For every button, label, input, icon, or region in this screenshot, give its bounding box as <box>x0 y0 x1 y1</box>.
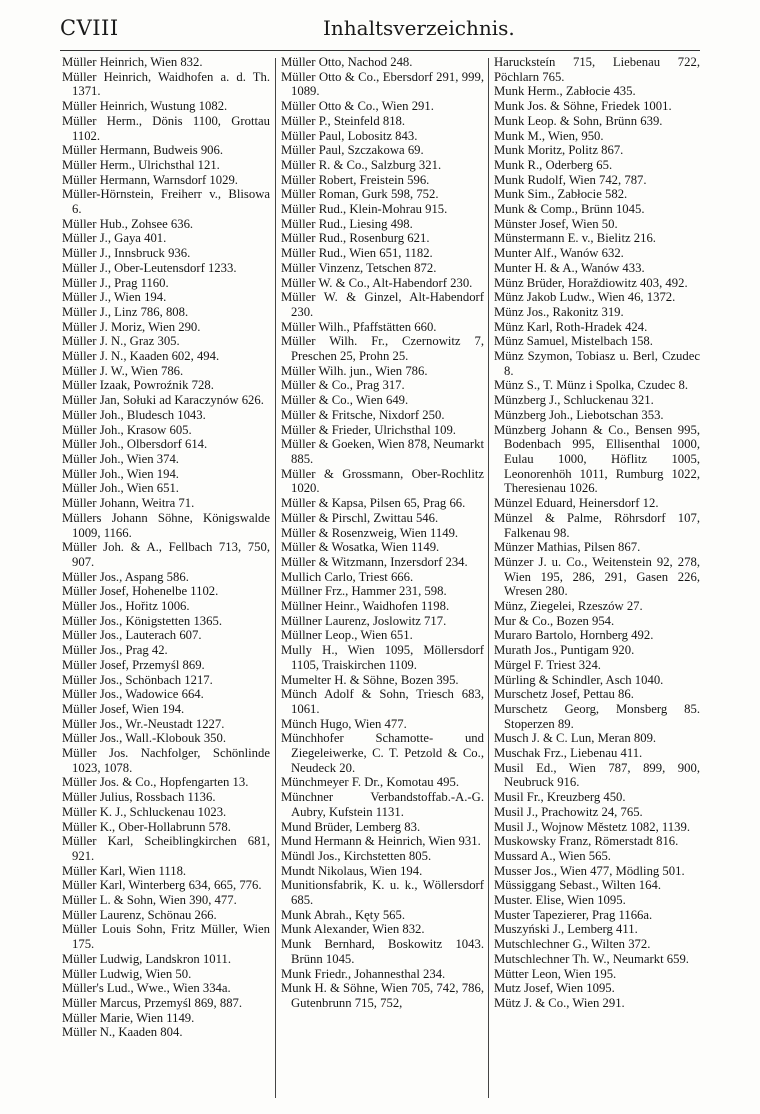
index-entry: Müller Karl, Winterberg 634, 665, 776. <box>62 878 262 893</box>
index-entry: Muschak Frz., Liebenau 411. <box>494 746 643 761</box>
index-entry: Musil J., Wojnow Městetz 1082, 1139. <box>494 819 690 834</box>
index-entry: Müller Izaak, Powroźnik 728. <box>62 378 214 393</box>
index-entry: Munk Abrah., Kęty 565. <box>281 907 406 922</box>
index-entry: Müller Jos., Königstetten 1365. <box>62 613 222 628</box>
index-entry: Müller Paul, Lobositz 843. <box>281 128 418 143</box>
index-entry: Mussard A., Wien 565. <box>494 848 611 863</box>
index-entry: Munk R., Oderberg 65. <box>494 157 613 172</box>
index-entry: Münz S., T. Münz i Spolka, Czudec 8. <box>494 378 689 393</box>
index-entry: Müller Karl, Scheiblingkirchen 681, 921. <box>62 834 270 863</box>
index-entry: Munk Friedr., Johannesthal 234. <box>281 966 446 981</box>
index-entry: Musch J. & C. Lun, Meran 809. <box>494 731 657 746</box>
index-entry: Müller Rud., Liesing 498. <box>281 216 413 231</box>
index-entry: Murschetz Josef, Pettau 86. <box>494 687 634 702</box>
index-entry: Münchmeyer F. Dr., Komotau 495. <box>281 775 459 790</box>
index-entry: Mundt Nikolaus, Wien 194. <box>281 863 423 878</box>
index-entry: Müller & Frieder, Ulrichsthal 109. <box>281 422 456 437</box>
index-entry: Müller Josef, Wien 194. <box>62 701 185 716</box>
index-entry: Müller Heinrich, Wien 832. <box>62 55 203 69</box>
index-entry: Musser Jos., Wien 477, Mödling 501. <box>494 863 685 878</box>
index-entry: Müller Roman, Gurk 598, 752. <box>281 187 439 202</box>
index-entry: Müller Jos., Schönbach 1217. <box>62 672 213 687</box>
index-entry: Müller Joh. & A., Fellbach 713, 750, 907. <box>62 540 270 569</box>
index-entry: Münzberg Johann & Co., Bensen 995, Bodenbach 995, Ellisenthal 1000, Eulau 1000, Höflitz 1005, Leonorenhöh 1011, Rumburg 1022, Theresienau 1026. <box>494 422 700 496</box>
index-entry: Munk Alexander, Wien 832. <box>281 922 425 937</box>
index-entry: Müller J., Innsbruck 936. <box>62 246 191 261</box>
index-entry: Münz Jos., Rakonitz 319. <box>494 304 624 319</box>
index-entry: Müller Louis Sohn, Fritz Müller, Wien 175. <box>62 922 270 952</box>
index-entry: Müller-Hörnstein, Freiherr v., Blisowa 6. <box>62 187 270 217</box>
index-entry: Müller Karl, Wien 1118. <box>62 863 187 878</box>
index-entry: Müller Rud., Rosenburg 621. <box>281 231 430 246</box>
index-entry: Müller Hub., Zohsee 636. <box>62 216 194 231</box>
index-entry: Müller J. W., Wien 786. <box>62 363 184 378</box>
index-entry: Müller Jos. Nachfolger, Schönlinde 1023, 1078. <box>62 746 270 775</box>
index-entry: Münz Szymon, Tobiasz u. Berl, Czudec 8. <box>494 349 700 378</box>
index-entry: Münch Hugo, Wien 477. <box>281 716 407 731</box>
index-entry: Munk Moritz, Politz 867. <box>494 143 624 158</box>
index-entry: Müller J., Gaya 401. <box>62 231 167 246</box>
index-entry: Müller Laurenz, Schönau 266. <box>62 907 217 922</box>
index-entry: Müller Jos. & Co., Hopfengarten 13. <box>62 775 249 790</box>
index-entry: Musil Fr., Kreuzberg 450. <box>494 790 626 805</box>
index-entry: Münchhofer Schamotte- und Ziegeleiwerke, C. T. Petzold & Co., Neudeck 20. <box>281 731 484 775</box>
index-entry: Muster Tapezierer, Prag 1166a. <box>494 907 653 922</box>
index-entry: Müller Rud., Wien 651, 1182. <box>281 246 433 261</box>
index-entry: Müller Vinzenz, Tetschen 872. <box>281 260 437 275</box>
index-entry: Müller Otto & Co., Ebersdorf 291, 999, 1089. <box>281 69 484 99</box>
index-entry: Müller Hermann, Budweis 906. <box>62 143 224 158</box>
index-entry: Münchner Verbandstoffab.-A.-G. Aubry, Kufstein 1131. <box>281 790 484 819</box>
index-entry: Müllers Johann Söhne, Königswalde 1009, 1166. <box>62 510 270 540</box>
index-entry: Müller Wilh. Fr., Czernowitz 7, Preschen 25, Prohn 25. <box>281 334 484 364</box>
index-entry: Müller Joh., Wien 374. <box>62 451 179 466</box>
index-entry: Müller J. Moriz, Wien 290. <box>62 319 201 334</box>
index-entry: Müller Ludwig, Landskron 1011. <box>62 951 232 966</box>
index-entry: Müller Robert, Freistein 596. <box>281 172 430 187</box>
index-entry: Müller Rud., Klein-Mohrau 915. <box>281 202 448 217</box>
column-divider <box>488 58 489 1098</box>
index-entry: Muskowsky Franz, Römerstadt 816. <box>494 834 679 849</box>
index-entry: Müller & Co., Prag 317. <box>281 378 405 393</box>
index-entry: Mürling & Schindler, Asch 1040. <box>494 672 664 687</box>
index-entry: Müllner Frz., Hammer 231, 598. <box>281 584 447 599</box>
index-entry: Müller Joh., Wien 194. <box>62 466 179 481</box>
index-entry: Müller Otto & Co., Wien 291. <box>281 99 434 114</box>
index-entry: Müller Herm., Ulrichsthal 121. <box>62 157 220 172</box>
index-entry: Müller K. J., Schluckenau 1023. <box>62 804 227 819</box>
index-entry: Münzer J. u. Co., Weitenstein 92, 278, Wien 195, 286, 291, Gasen 226, Wresen 280. <box>494 554 700 599</box>
index-entry: Müller Joh., Olbersdorf 614. <box>62 437 208 452</box>
index-entry: Muster. Elise, Wien 1095. <box>494 893 626 908</box>
index-entry: Murschetz Georg, Monsberg 85. Stoperzen 89. <box>494 701 700 731</box>
index-entry: Mutschlechner G., Wilten 372. <box>494 937 651 952</box>
index-entry: Müller Josef, Przemyśl 869. <box>62 657 205 672</box>
index-entry: Müller Jos., Prag 42. <box>62 643 168 658</box>
index-entry: Müller Heinrich, Wustung 1082. <box>62 99 228 114</box>
index-entry: Müller Johann, Weitra 71. <box>62 496 195 511</box>
index-entry: Müller N., Kaaden 804. <box>62 1025 183 1040</box>
index-entry: Munk Jos. & Söhne, Friedek 1001. <box>494 99 672 114</box>
index-entry: Müller & Pirschl, Zwittau 546. <box>281 510 439 525</box>
index-entry: Munk Herm., Zabłocie 435. <box>494 84 636 99</box>
index-entry: Munk & Comp., Brünn 1045. <box>494 202 645 217</box>
index-entry: Müller Jos., Wall.-Klobouk 350. <box>62 731 227 746</box>
index-column-3 <box>494 55 700 1100</box>
index-entry: Müllner Leop., Wien 651. <box>281 628 413 643</box>
index-entry: Müller R. & Co., Salzburg 321. <box>281 157 442 172</box>
index-entry: Mürgel F. Triest 324. <box>494 657 601 672</box>
index-entry: Münz Karl, Roth-Hradek 424. <box>494 319 648 334</box>
index-entry: Mumelter H. & Söhne, Bozen 395. <box>281 672 459 687</box>
index-entry: Müller & Co., Wien 649. <box>281 393 409 408</box>
index-entry: Müller Marcus, Przemyśl 869, 887. <box>62 996 243 1010</box>
index-entry: Münch Adolf & Sohn, Triesch 683, 1061. <box>281 687 484 716</box>
index-entry: Müller Otto, Nachod 248. <box>281 55 413 69</box>
index-entry: Müller & Wosatka, Wien 1149. <box>281 540 440 555</box>
index-entry: Müller Joh., Bludesch 1043. <box>62 407 206 422</box>
index-entry: Müller P., Steinfeld 818. <box>281 113 406 128</box>
index-entry: Munitionsfabrik, K. u. k., Wöllersdorf 685. <box>281 878 484 908</box>
index-entry: Müller Jos., Wadowice 664. <box>62 687 204 702</box>
index-entry: Müller J. N., Kaaden 602, 494. <box>62 349 220 364</box>
index-entry: Münzberg Joh., Liebotschan 353. <box>494 407 664 422</box>
index-entry: Harucksteín 715, Liebenau 722, Pöchlarn 765. <box>494 55 700 84</box>
index-entry: Mund Hermann & Heinrich, Wien 931. <box>281 834 481 849</box>
index-entry: Münz Samuel, Mistelbach 158. <box>494 334 653 349</box>
index-entry: Munk M., Wien, 950. <box>494 128 604 143</box>
index-entry: Mutschlechner Th. W., Neumarkt 659. <box>494 951 689 966</box>
index-entry: Munk Leop. & Sohn, Brünn 639. <box>494 113 663 128</box>
index-entry: Müller J., Linz 786, 808. <box>62 304 189 319</box>
index-entry: Müller Josef, Hohenelbe 1102. <box>62 584 219 599</box>
index-entry: Müller W. & Co., Alt-Habendorf 230. <box>281 275 473 290</box>
index-entry: Mund Brüder, Lemberg 83. <box>281 819 421 834</box>
index-entry: Müller & Fritsche, Nixdorf 250. <box>281 407 445 422</box>
index-entry: Müller Julius, Rossbach 1136. <box>62 790 216 805</box>
index-entry: Musil J., Prachowitz 24, 765. <box>494 804 643 819</box>
index-entry: Mullich Carlo, Triest 666. <box>281 569 414 584</box>
index-entry: Mutz Josef, Wien 1095. <box>494 981 615 996</box>
index-entry: Müller J., Wien 194. <box>62 290 167 305</box>
page-header <box>60 16 700 50</box>
index-entry: Muszyński J., Lemberg 411. <box>494 922 638 937</box>
index-entry: Müller Joh., Wien 651. <box>62 481 179 496</box>
index-entry: Muraro Bartolo, Hornberg 492. <box>494 628 654 643</box>
index-entry: Müller Jan, Sołuki ad Karaczynów 626. <box>62 393 264 408</box>
index-entry: Munter H. & A., Wanów 433. <box>494 260 645 275</box>
index-entry: Münzer Mathias, Pilsen 867. <box>494 540 641 555</box>
index-entry: Müller Jos., Wr.-Neustadt 1227. <box>62 716 225 731</box>
index-entry: Müller Jos., Hořitz 1006. <box>62 599 190 614</box>
index-entry: Mütter Leon, Wien 195. <box>494 966 617 981</box>
index-entry: Münz Jakob Ludw., Wien 46, 1372. <box>494 290 676 305</box>
index-entry: Müller Marie, Wien 1149. <box>62 1010 195 1025</box>
index-entry: Müller J. N., Graz 305. <box>62 334 180 349</box>
index-entry: Munter Alf., Wanów 632. <box>494 246 624 261</box>
index-entry: Munk Sim., Zabłocie 582. <box>494 187 628 202</box>
page-title: Inhaltsverzeichnis. <box>323 16 515 40</box>
index-entry: Mully H., Wien 1095, Möllersdorf 1105, Traiskirchen 1109. <box>281 643 484 672</box>
index-entry: Müller & Witzmann, Inzersdorf 234. <box>281 554 468 569</box>
index-entry: Müller & Rosenzweig, Wien 1149. <box>281 525 459 540</box>
index-entry: Murath Jos., Puntigam 920. <box>494 643 635 658</box>
index-entry: Müller & Grossmann, Ober-Rochlitz 1020. <box>281 466 484 496</box>
index-entry: Müller Jos., Aspang 586. <box>62 569 189 584</box>
index-entry: Münzberg J., Schluckenau 321. <box>494 393 654 408</box>
index-entry: Müllner Laurenz, Joslowitz 717. <box>281 613 447 628</box>
index-column-1 <box>62 55 270 1100</box>
index-entry: Mur & Co., Bozen 954. <box>494 613 615 628</box>
index-entry: Müller Herm., Dönis 1100, Grottau 1102. <box>62 113 270 143</box>
index-entry: Müller & Kapsa, Pilsen 65, Prag 66. <box>281 496 466 511</box>
index-entry: Munk Bernhard, Boskowitz 1043. Brünn 1045. <box>281 937 484 966</box>
page-number: CVIII <box>60 16 119 40</box>
index-entry: Müller & Goeken, Wien 878, Neumarkt 885. <box>281 437 484 466</box>
index-entry: Müllner Heinr., Waidhofen 1198. <box>281 599 450 614</box>
index-entry: Müller Jos., Lauterach 607. <box>62 628 202 643</box>
header-rule <box>60 50 700 51</box>
index-entry: Müller Hermann, Warnsdorf 1029. <box>62 172 238 187</box>
index-entry: Mütz J. & Co., Wien 291. <box>494 996 625 1010</box>
index-entry: Münstermann E. v., Bielitz 216. <box>494 231 656 246</box>
index-entry: Müller J., Ober-Leutensdorf 1233. <box>62 260 237 275</box>
index-entry: Münzel & Palme, Röhrsdorf 107, Falkenau 98. <box>494 510 700 540</box>
index-column-2 <box>281 55 484 1100</box>
index-entry: Müller Ludwig, Wien 50. <box>62 966 192 981</box>
index-entry: Müller's Lud., Wwe., Wien 334a. <box>62 981 231 996</box>
index-entry: Müller J., Prag 1160. <box>62 275 169 290</box>
index-entry: Münzel Eduard, Heinersdorf 12. <box>494 496 659 511</box>
index-entry: Munk H. & Söhne, Wien 705, 742, 786, Gutenbrunn 715, 752, <box>281 981 484 1010</box>
index-entry: Müssiggang Sebast., Wilten 164. <box>494 878 662 893</box>
index-entry: Munk Rudolf, Wien 742, 787. <box>494 172 647 187</box>
index-entry: Müller Wilh. jun., Wien 786. <box>281 363 428 378</box>
index-entry: Münz, Ziegelei, Rzeszów 27. <box>494 599 643 614</box>
index-entry: Müller K., Ober-Hollabrunn 578. <box>62 819 231 834</box>
column-divider <box>275 58 276 1098</box>
index-entry: Müller Joh., Krasow 605. <box>62 422 192 437</box>
index-entry: Müller Wilh., Pfaffstätten 660. <box>281 319 437 334</box>
index-entry: Münster Josef, Wien 50. <box>494 216 618 231</box>
index-entry: Musil Ed., Wien 787, 899, 900, Neubruck 916. <box>494 760 700 790</box>
index-entry: Müller Heinrich, Waidhofen a. d. Th. 1371. <box>62 69 270 99</box>
index-entry: Müller W. & Ginzel, Alt-Habendorf 230. <box>281 290 484 319</box>
index-entry: Müller L. & Sohn, Wien 390, 477. <box>62 893 237 908</box>
index-entry: Müller Paul, Szczakowa 69. <box>281 143 424 158</box>
index-entry: Mündl Jos., Kirchstetten 805. <box>281 848 432 863</box>
index-entry: Münz Brüder, Horaždiowitz 403, 492. <box>494 275 688 290</box>
